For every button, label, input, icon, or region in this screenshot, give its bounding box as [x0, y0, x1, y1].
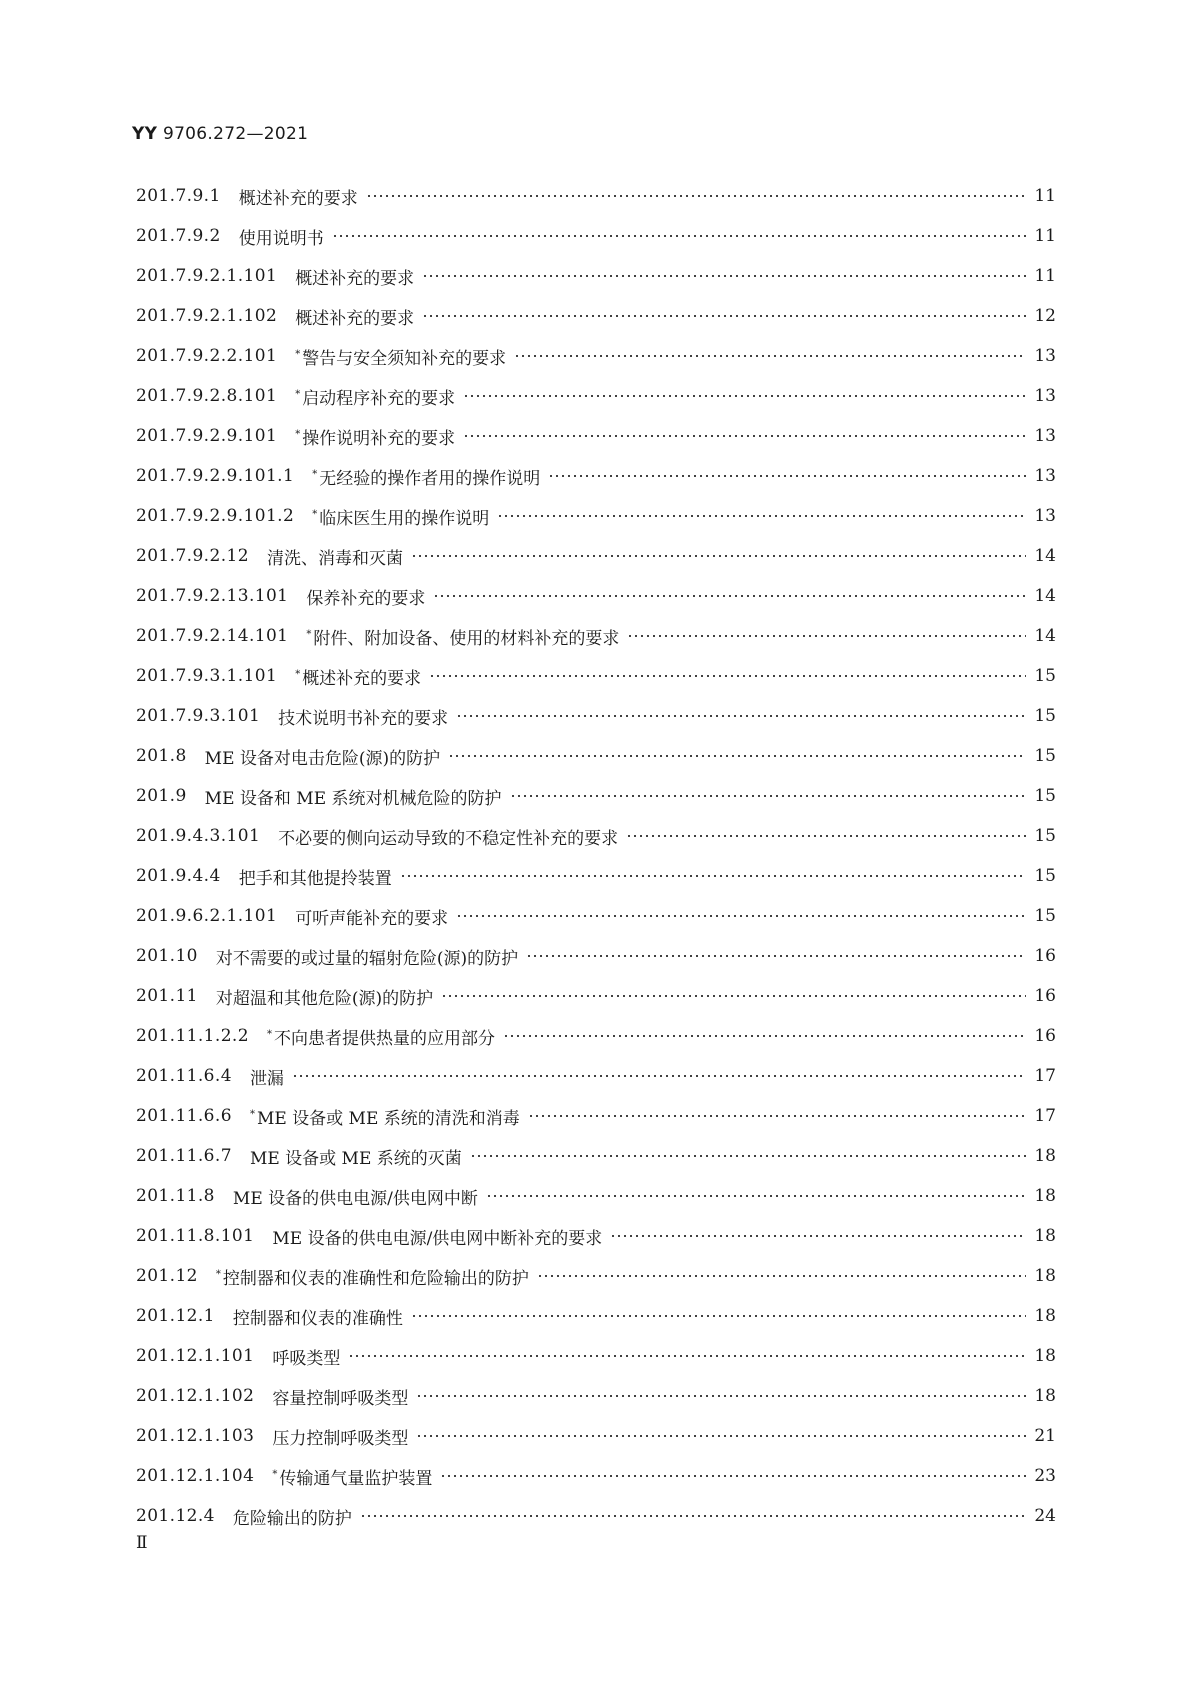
- toc-section-title: [295, 904, 448, 929]
- dot-leader: [411, 555, 1026, 557]
- toc-section-title: [295, 664, 421, 689]
- rationale-mark: *: [266, 1028, 272, 1040]
- toc-entry[interactable]: [136, 1056, 1056, 1096]
- rationale-mark: *: [295, 388, 301, 400]
- toc-section-title: [278, 824, 618, 849]
- toc-section-title: [233, 1184, 478, 1209]
- document-header: [132, 124, 308, 144]
- toc-entry[interactable]: [136, 696, 1056, 736]
- toc-section-title: [216, 984, 433, 1009]
- toc-section-title: [233, 1304, 403, 1329]
- toc-page-number: 18: [1034, 1386, 1056, 1406]
- toc-title-text: ME 设备对电击危险(源)的防护: [204, 748, 441, 769]
- toc-title-text: 临床医生用的操作说明: [319, 508, 490, 529]
- toc-entry[interactable]: [136, 776, 1056, 816]
- toc-page-number: 18: [1034, 1306, 1056, 1326]
- toc-page-number: 15: [1034, 826, 1056, 846]
- standard-prefix: YY: [132, 124, 158, 144]
- rationale-mark: *: [312, 468, 318, 480]
- toc-section-title: [272, 1384, 408, 1409]
- toc-section-number: 201.7.9.2.9.101.2: [136, 506, 295, 526]
- toc-section-number: 201.7.9.2.12: [136, 546, 249, 566]
- toc-title-text: ME 设备或 ME 系统的清洗和消毒: [256, 1108, 520, 1129]
- toc-page-number: 13: [1034, 426, 1056, 446]
- toc-title-text: 概述补充的要求: [238, 188, 358, 209]
- dot-leader: [433, 595, 1026, 597]
- toc-page-number: 17: [1034, 1106, 1056, 1126]
- toc-page-number: 11: [1034, 186, 1056, 206]
- toc-page-number: 16: [1034, 946, 1056, 966]
- toc-section-title: [239, 224, 324, 249]
- toc-title-text: 使用说明书: [238, 228, 324, 249]
- toc-section-number: 201.12.1.102: [136, 1386, 255, 1406]
- dot-leader: [429, 675, 1026, 677]
- toc-section-title: [239, 184, 358, 209]
- toc-page-number: 14: [1034, 626, 1056, 646]
- toc-entry[interactable]: [136, 856, 1056, 896]
- toc-page-number: 18: [1034, 1186, 1056, 1206]
- dot-leader: [456, 715, 1026, 717]
- toc-section-number: 201.7.9.2.9.101.1: [136, 466, 295, 486]
- toc-section-number: 201.7.9.3.1.101: [136, 666, 278, 686]
- toc-page-number: 18: [1034, 1266, 1056, 1286]
- toc-title-text: 把手和其他提拎装置: [238, 868, 392, 889]
- toc-entry[interactable]: [136, 1296, 1056, 1336]
- dot-leader: [422, 275, 1026, 277]
- dot-leader: [411, 1315, 1026, 1317]
- toc-page-number: 24: [1034, 1506, 1056, 1526]
- rationale-mark: *: [295, 668, 301, 680]
- toc-page-number: 15: [1034, 866, 1056, 886]
- toc-title-text: 压力控制呼吸类型: [272, 1428, 409, 1449]
- dot-leader: [422, 315, 1026, 317]
- toc-section-title: [205, 784, 502, 809]
- toc-section-title: [312, 504, 489, 529]
- toc-section-number: 201.12.1: [136, 1306, 215, 1326]
- toc-title-text: ME 设备和 ME 系统对机械危险的防护: [204, 788, 502, 809]
- toc-page-number: 13: [1034, 386, 1056, 406]
- toc-section-number: 201.7.9.2.1.102: [136, 306, 278, 326]
- dot-leader: [510, 795, 1026, 797]
- toc-title-text: 清洗、消毒和灭菌: [266, 548, 403, 569]
- toc-entry[interactable]: [136, 536, 1056, 576]
- rationale-mark: *: [295, 428, 301, 440]
- toc-entry[interactable]: [136, 176, 1056, 216]
- toc-title-text: 警告与安全须知补充的要求: [302, 348, 507, 369]
- toc-page-number: 18: [1034, 1146, 1056, 1166]
- toc-title-text: 不必要的侧向运动导致的不稳定性补充的要求: [278, 828, 619, 849]
- toc-section-number: 201.7.9.2.2.101: [136, 346, 278, 366]
- toc-title-text: 泄漏: [249, 1068, 284, 1089]
- toc-entry[interactable]: [136, 1176, 1056, 1216]
- toc-section-number: 201.8: [136, 746, 187, 766]
- toc-section-title: [272, 1224, 602, 1249]
- toc-entry[interactable]: [136, 1376, 1056, 1416]
- toc-section-title: [267, 1024, 495, 1049]
- toc-section-number: 201.11.8.101: [136, 1226, 255, 1246]
- toc-page-number: 15: [1034, 906, 1056, 926]
- toc-entry[interactable]: [136, 976, 1056, 1016]
- dot-leader: [400, 875, 1026, 877]
- toc-entry[interactable]: [136, 496, 1056, 536]
- toc-section-number: 201.7.9.3.101: [136, 706, 261, 726]
- toc-entry[interactable]: [136, 936, 1056, 976]
- toc-title-text: 可听声能补充的要求: [295, 908, 449, 929]
- toc-entry[interactable]: [136, 416, 1056, 456]
- toc-section-number: 201.7.9.1: [136, 186, 221, 206]
- toc-entry[interactable]: [136, 1336, 1056, 1376]
- toc-page-number: 11: [1034, 226, 1056, 246]
- toc-title-text: ME 设备的供电电源/供电网中断补充的要求: [272, 1228, 603, 1249]
- page-number: Ⅱ: [136, 1533, 148, 1553]
- toc-page-number: 15: [1034, 746, 1056, 766]
- toc-section-title: [295, 264, 414, 289]
- rationale-mark: *: [272, 1468, 278, 1480]
- toc-section-title: [306, 584, 425, 609]
- dot-leader: [348, 1355, 1026, 1357]
- toc-entry[interactable]: [136, 1136, 1056, 1176]
- toc-title-text: 容量控制呼吸类型: [272, 1388, 409, 1409]
- toc-entry[interactable]: [136, 336, 1056, 376]
- dot-leader: [416, 1395, 1026, 1397]
- toc-page-number: 17: [1034, 1066, 1056, 1086]
- toc-entry[interactable]: [136, 256, 1056, 296]
- toc-section-title: [306, 624, 619, 649]
- table-of-contents: [136, 176, 1056, 1536]
- toc-section-title: [250, 1104, 520, 1129]
- toc-page-number: 21: [1034, 1426, 1056, 1446]
- toc-section-title: [250, 1144, 462, 1169]
- toc-entry[interactable]: [136, 576, 1056, 616]
- toc-section-number: 201.7.9.2.1.101: [136, 266, 278, 286]
- toc-title-text: 控制器和仪表的准确性和危险输出的防护: [222, 1268, 529, 1289]
- dot-leader: [537, 1275, 1026, 1277]
- toc-section-number: 201.10: [136, 946, 198, 966]
- dot-leader: [470, 1155, 1026, 1157]
- toc-section-number: 201.11.6.4: [136, 1066, 232, 1086]
- toc-section-number: 201.9.4.3.101: [136, 826, 261, 846]
- toc-title-text: ME 设备的供电电源/供电网中断: [232, 1188, 478, 1209]
- rationale-mark: *: [295, 348, 301, 360]
- toc-entry[interactable]: [136, 216, 1056, 256]
- toc-section-number: 201.7.9.2.8.101: [136, 386, 278, 406]
- dot-leader: [514, 355, 1026, 357]
- toc-section-title: [250, 1064, 284, 1089]
- toc-title-text: ME 设备或 ME 系统的灭菌: [249, 1148, 462, 1169]
- toc-title-text: 概述补充的要求: [302, 668, 422, 689]
- toc-section-title: [216, 944, 518, 969]
- toc-entry[interactable]: [136, 1256, 1056, 1296]
- toc-title-text: 对超温和其他危险(源)的防护: [215, 988, 434, 1009]
- toc-page-number: 13: [1034, 466, 1056, 486]
- toc-title-text: 保养补充的要求: [306, 588, 426, 609]
- toc-section-title: [233, 1504, 352, 1529]
- toc-section-number: 201.9: [136, 786, 187, 806]
- dot-leader: [360, 1515, 1026, 1517]
- toc-entry[interactable]: [136, 456, 1056, 496]
- dot-leader: [548, 475, 1026, 477]
- toc-title-text: 概述补充的要求: [295, 308, 415, 329]
- toc-title-text: 危险输出的防护: [232, 1508, 352, 1529]
- toc-entry[interactable]: [136, 896, 1056, 936]
- dot-leader: [486, 1195, 1026, 1197]
- toc-title-text: 不向患者提供热量的应用部分: [273, 1028, 495, 1049]
- dot-leader: [503, 1035, 1026, 1037]
- dot-leader: [526, 955, 1026, 957]
- toc-page-number: 15: [1034, 706, 1056, 726]
- toc-section-title: [295, 344, 506, 369]
- toc-section-title: [278, 704, 448, 729]
- toc-section-number: 201.11: [136, 986, 198, 1006]
- toc-page-number: 15: [1034, 786, 1056, 806]
- dot-leader: [627, 635, 1026, 637]
- rationale-mark: *: [215, 1268, 221, 1280]
- toc-entry[interactable]: [136, 1096, 1056, 1136]
- toc-section-title: [272, 1424, 408, 1449]
- toc-page-number: 11: [1034, 266, 1056, 286]
- dot-leader: [528, 1115, 1026, 1117]
- toc-entry[interactable]: [136, 1416, 1056, 1456]
- toc-section-title: [312, 464, 540, 489]
- toc-section-number: 201.12.4: [136, 1506, 215, 1526]
- dot-leader: [416, 1435, 1026, 1437]
- toc-entry[interactable]: [136, 1216, 1056, 1256]
- toc-title-text: 附件、附加设备、使用的材料补充的要求: [313, 628, 620, 649]
- toc-page-number: 18: [1034, 1226, 1056, 1246]
- toc-entry[interactable]: [136, 616, 1056, 656]
- toc-section-number: 201.11.6.6: [136, 1106, 232, 1126]
- toc-section-number: 201.12.1.101: [136, 1346, 255, 1366]
- dot-leader: [332, 235, 1026, 237]
- toc-title-text: 对不需要的或过量的辐射危险(源)的防护: [215, 948, 519, 969]
- dot-leader: [463, 435, 1026, 437]
- toc-section-number: 201.9.6.2.1.101: [136, 906, 278, 926]
- dot-leader: [292, 1075, 1026, 1077]
- toc-section-title: [272, 1344, 340, 1369]
- dot-leader: [448, 755, 1026, 757]
- toc-section-number: 201.11.8: [136, 1186, 215, 1206]
- rationale-mark: *: [249, 1108, 255, 1120]
- toc-section-title: [205, 744, 440, 769]
- toc-page-number: 23: [1034, 1466, 1056, 1486]
- toc-page-number: 13: [1034, 346, 1056, 366]
- toc-entry[interactable]: [136, 1496, 1056, 1536]
- toc-title-text: 控制器和仪表的准确性: [232, 1308, 403, 1329]
- dot-leader: [497, 515, 1026, 517]
- toc-page-number: 12: [1034, 306, 1056, 326]
- toc-entry[interactable]: [136, 1456, 1056, 1496]
- toc-section-number: 201.12: [136, 1266, 198, 1286]
- standard-code: 9706.272—2021: [162, 124, 309, 144]
- toc-title-text: 概述补充的要求: [295, 268, 415, 289]
- toc-page-number: 18: [1034, 1346, 1056, 1366]
- toc-section-title: [216, 1264, 529, 1289]
- dot-leader: [366, 195, 1026, 197]
- dot-leader: [626, 835, 1026, 837]
- rationale-mark: *: [312, 508, 318, 520]
- toc-section-title: [239, 864, 392, 889]
- dot-leader: [456, 915, 1026, 917]
- toc-title-text: 传输通气量监护装置: [279, 1468, 433, 1489]
- toc-title-text: 无经验的操作者用的操作说明: [319, 468, 541, 489]
- toc-title-text: 启动程序补充的要求: [302, 388, 456, 409]
- toc-title-text: 技术说明书补充的要求: [278, 708, 449, 729]
- toc-section-number: 201.9.4.4: [136, 866, 221, 886]
- toc-section-number: 201.7.9.2.14.101: [136, 626, 289, 646]
- toc-section-number: 201.7.9.2.9.101: [136, 426, 278, 446]
- toc-section-title: [295, 384, 455, 409]
- toc-page-number: 14: [1034, 546, 1056, 566]
- toc-entry[interactable]: [136, 656, 1056, 696]
- toc-section-number: 201.12.1.103: [136, 1426, 255, 1446]
- dot-leader: [610, 1235, 1026, 1237]
- dot-leader: [463, 395, 1026, 397]
- toc-section-number: 201.7.9.2.13.101: [136, 586, 289, 606]
- toc-title-text: 呼吸类型: [272, 1348, 341, 1369]
- toc-section-title: [295, 424, 455, 449]
- toc-page-number: 16: [1034, 1026, 1056, 1046]
- toc-entry[interactable]: [136, 376, 1056, 416]
- toc-section-title: [295, 304, 414, 329]
- toc-title-text: 操作说明补充的要求: [302, 428, 456, 449]
- toc-entry[interactable]: [136, 736, 1056, 776]
- toc-section-number: 201.11.1.2.2: [136, 1026, 249, 1046]
- toc-entry[interactable]: [136, 1016, 1056, 1056]
- toc-page-number: 14: [1034, 586, 1056, 606]
- toc-page-number: 13: [1034, 506, 1056, 526]
- toc-entry[interactable]: [136, 296, 1056, 336]
- toc-section-number: 201.11.6.7: [136, 1146, 232, 1166]
- toc-entry[interactable]: [136, 816, 1056, 856]
- toc-section-title: [272, 1464, 432, 1489]
- toc-section-number: 201.7.9.2: [136, 226, 221, 246]
- dot-leader: [441, 995, 1026, 997]
- toc-page-number: 15: [1034, 666, 1056, 686]
- toc-section-number: 201.12.1.104: [136, 1466, 255, 1486]
- toc-page-number: 16: [1034, 986, 1056, 1006]
- toc-section-title: [267, 544, 403, 569]
- rationale-mark: *: [306, 628, 312, 640]
- dot-leader: [440, 1475, 1026, 1477]
